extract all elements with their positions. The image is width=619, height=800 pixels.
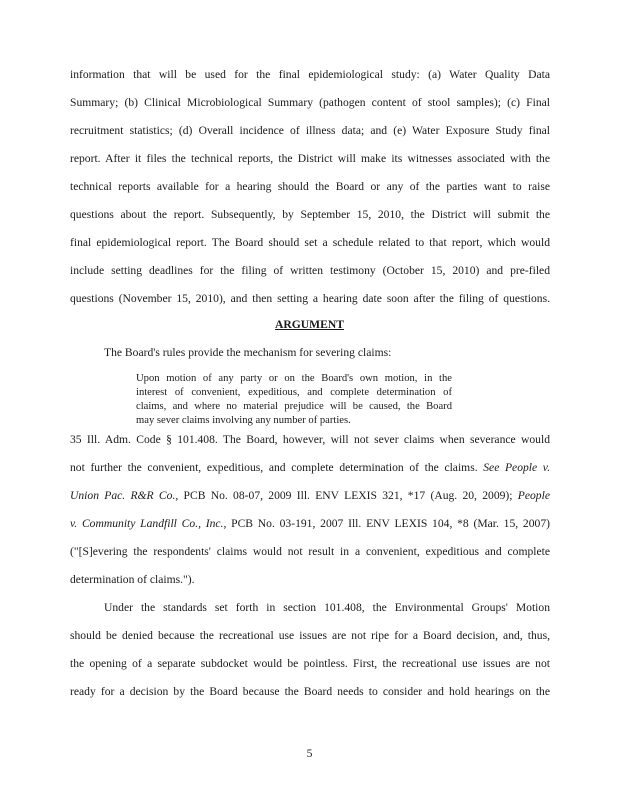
text-line [70, 489, 550, 503]
block-quote-line: interest of convenient, expeditious, and complete determination of [136, 387, 452, 398]
case-name: Union Pac. R&R Co., [70, 489, 179, 502]
text-segment: PCB No. 08-07, 2009 Ill. ENV LEXIS 321, *17 (Aug. 20, 2009); [183, 489, 513, 502]
text-line: recruitment statistics; (d) Overall incidence of illness data; and (e) Water Exposure Study final [70, 124, 550, 137]
text-line: ("[S]evering the respondents' claims would not result in a convenient, expeditious and complete [70, 545, 550, 558]
text-line: include setting deadlines for the filing of written testimony (October 15, 2010) and pre-filed [70, 264, 550, 277]
case-name: People [517, 489, 550, 502]
citation-signal: See People v. [483, 461, 550, 474]
text-line: report. After it files the technical reports, the District will make its witnesses associated with the [70, 152, 550, 165]
text-line: should be denied because the recreational use issues are not ripe for a Board decision, and, thus, [70, 629, 550, 642]
text-line: determination of claims."). [70, 573, 195, 586]
text-line: 35 Ill. Adm. Code § 101.408. The Board, however, will not sever claims when severance would [70, 433, 550, 446]
text-line: questions about the report. Subsequently, by September 15, 2010, the District will submit the [70, 208, 550, 221]
text-line: questions (November 15, 2010), and then setting a hearing date soon after the filing of questions. [70, 292, 550, 305]
section-heading: ARGUMENT [275, 318, 344, 331]
block-quote-line: may sever claims involving any number of parties. [136, 415, 351, 426]
text-line: Under the standards set forth in section 101.408, the Environmental Groups' Motion [104, 601, 550, 614]
text-line: final epidemiological report. The Board should set a schedule related to that report, which would [70, 236, 550, 249]
case-name: v. Community Landfill Co., Inc., [70, 517, 227, 530]
text-segment: not further the convenient, expeditious, and complete determination of the claims. [70, 461, 478, 474]
block-quote-line: claims, and where no material prejudice will be caused, the Board [136, 401, 452, 412]
text-segment: PCB No. 03-191, 2007 Ill. ENV LEXIS 104, *8 (Mar. 15, 2007) [231, 517, 550, 530]
text-line: Summary; (b) Clinical Microbiological Summary (pathogen content of stool samples); (c) Final [70, 96, 550, 109]
text-line [70, 517, 550, 531]
text-line: the opening of a separate subdocket would be pointless. First, the recreational use issues are not [70, 657, 550, 670]
text-line [70, 461, 550, 475]
text-line: technical reports available for a hearing should the Board or any of the parties want to raise [70, 180, 550, 193]
text-line: The Board's rules provide the mechanism for severing claims: [104, 346, 392, 359]
block-quote-line: Upon motion of any party or on the Board's own motion, in the [136, 373, 452, 384]
page-number: 5 [306, 747, 313, 760]
text-line: information that will be used for the final epidemiological study: (a) Water Quality Data [70, 68, 550, 81]
text-line: ready for a decision by the Board because the Board needs to consider and hold hearings on the [70, 685, 550, 698]
